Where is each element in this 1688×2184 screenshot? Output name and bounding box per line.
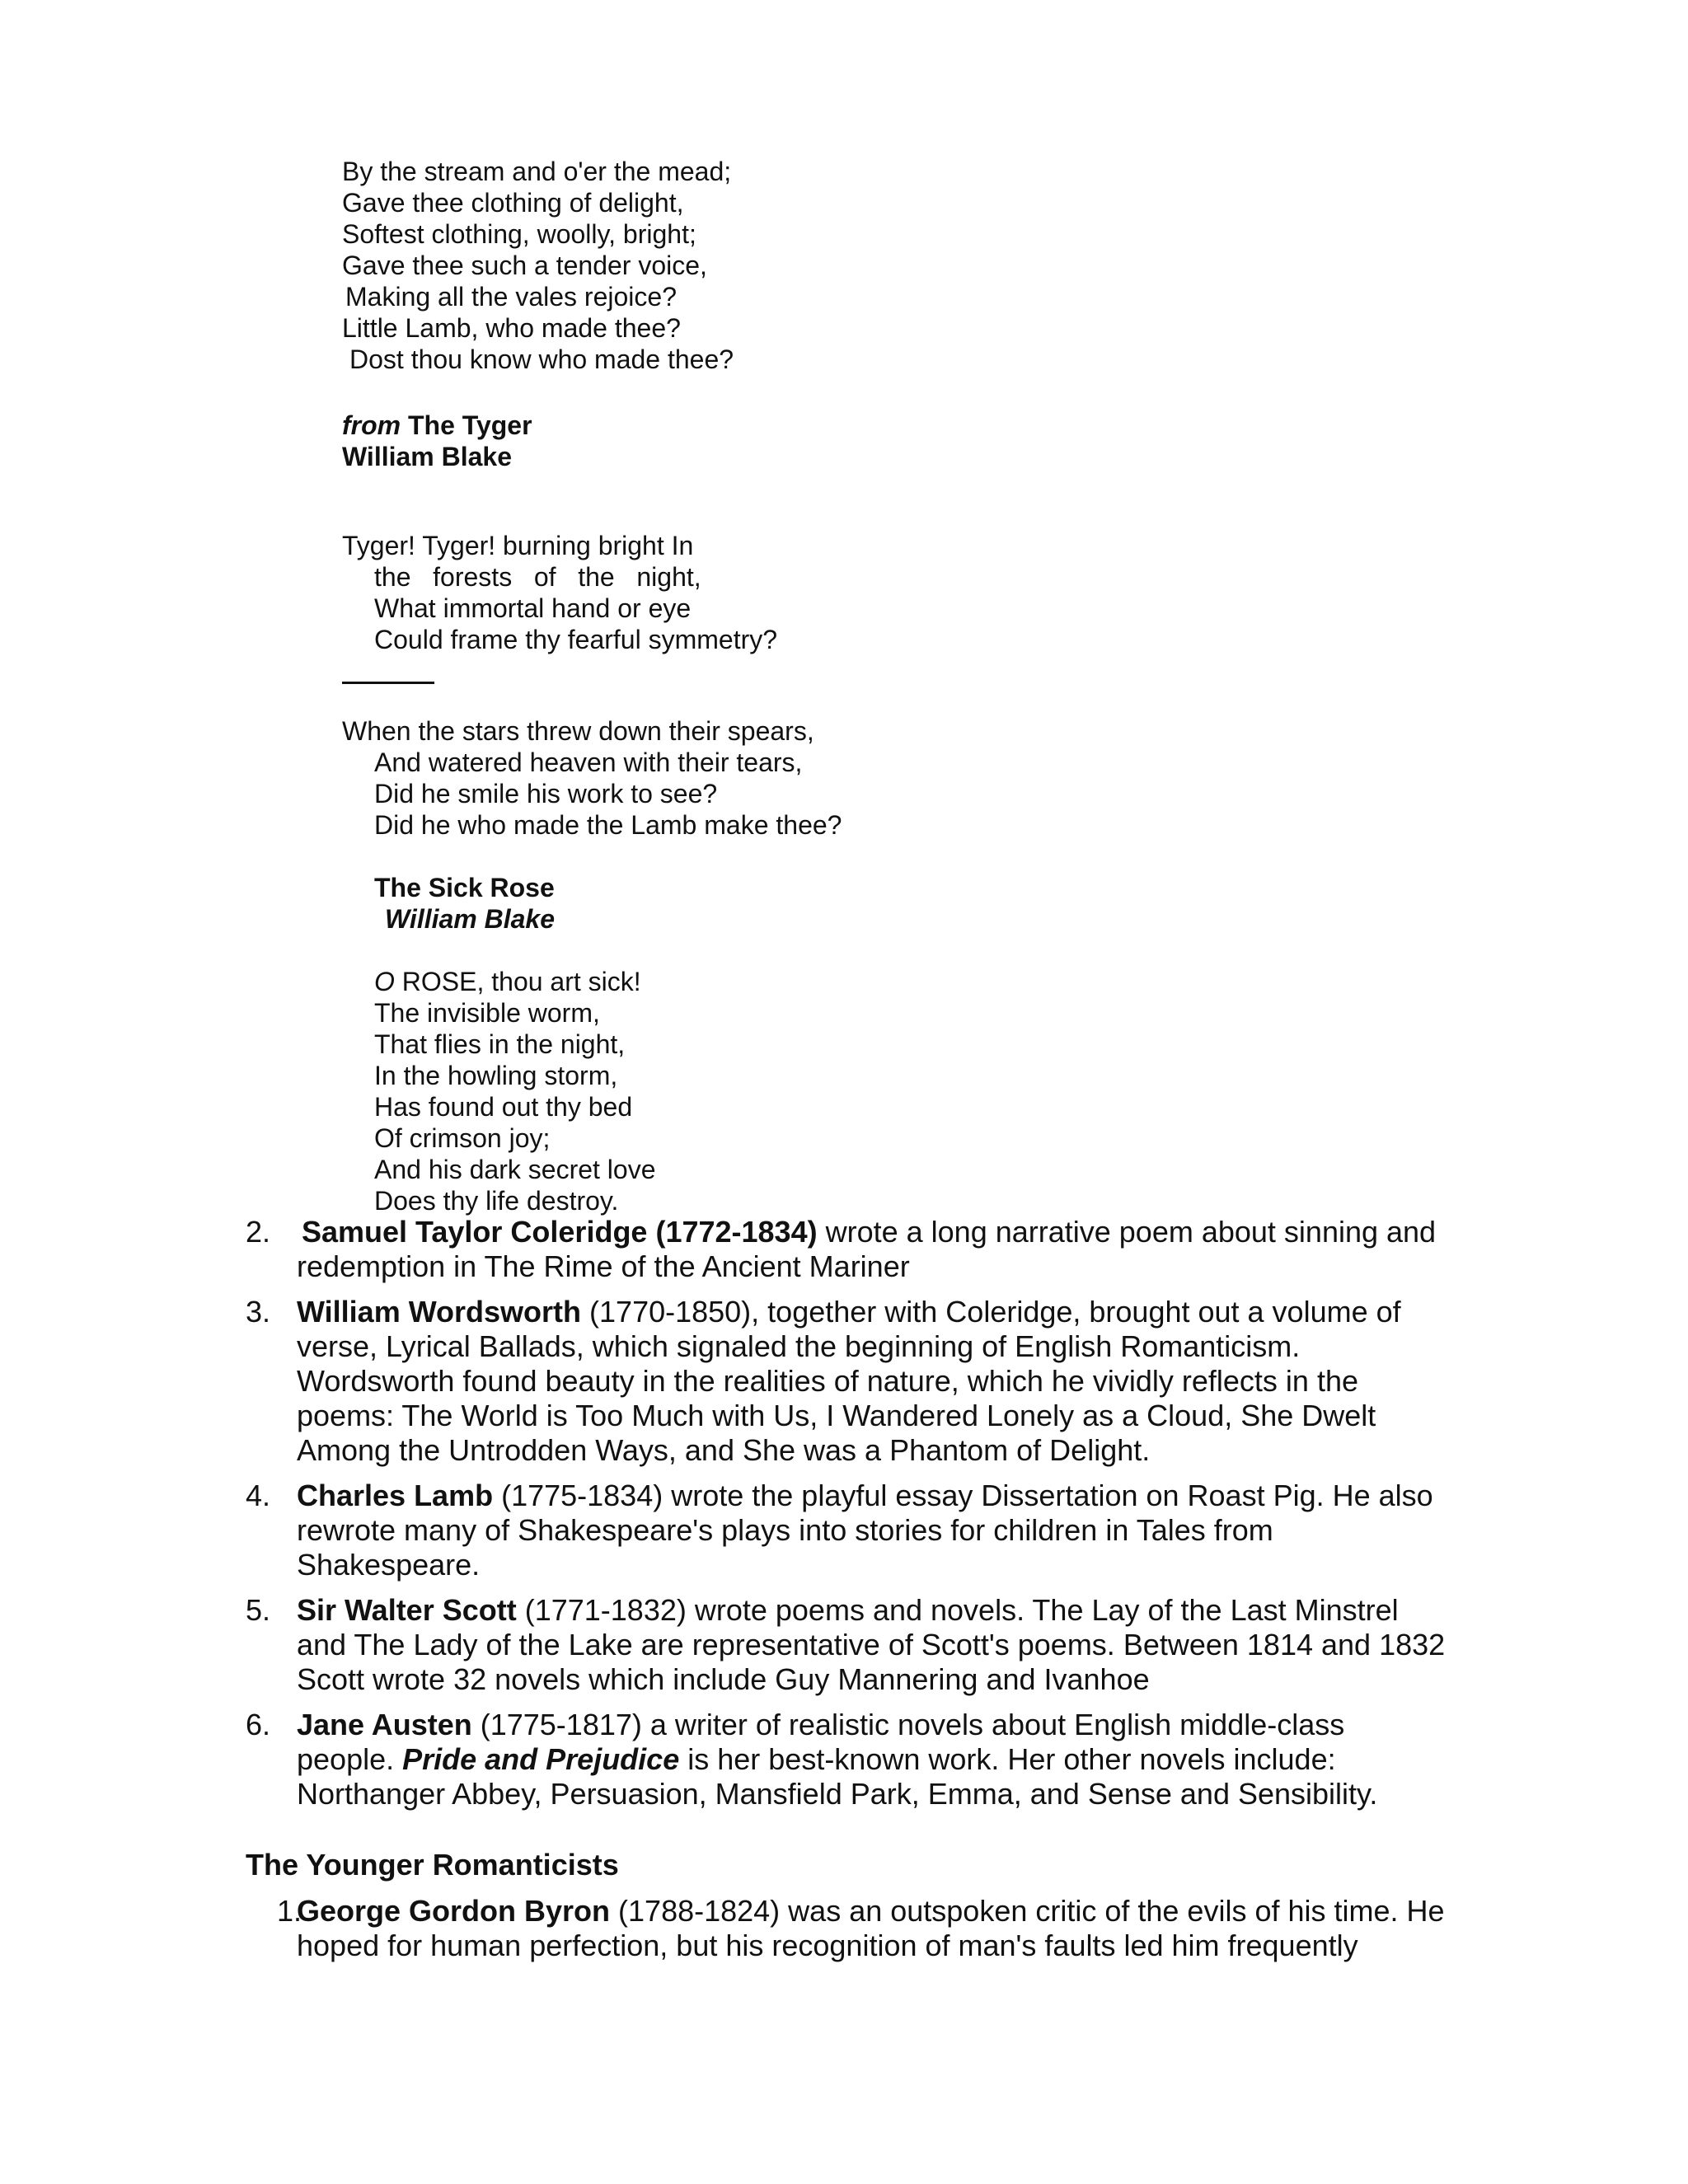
poem-line: Making all the vales rejoice?: [345, 282, 677, 312]
list-number: 1.: [277, 1894, 302, 1928]
poem-line: Gave thee clothing of delight,: [342, 188, 684, 218]
poem-line: In the howling storm,: [374, 1061, 618, 1090]
poem-line: When the stars threw down their spears,: [342, 716, 814, 746]
stanza-divider: [342, 682, 434, 684]
poem-title: The Sick Rose: [374, 873, 555, 902]
poem-line: Did he smile his work to see?: [374, 779, 718, 808]
item-text: (1775-1817) a writer of realistic novels about English middle-class people.: [297, 1708, 1345, 1776]
item-text: (1788-1824) was an outspoken critic of the evils of his time. He hoped for human perfection, but his recognition of man's faults led him frequently: [297, 1894, 1445, 1962]
title-prefix: from: [342, 410, 401, 440]
poem-line: What immortal hand or eye: [374, 593, 692, 623]
poem-author: William Blake: [342, 442, 513, 471]
list-number: 6.: [246, 1708, 271, 1741]
list-item: [246, 1479, 1449, 1582]
poem-line: And watered heaven with their tears,: [374, 748, 803, 777]
list-number: 5.: [246, 1593, 271, 1627]
list-number: 3.: [246, 1295, 271, 1329]
item-text: (1775-1834) wrote the playful essay Dissertation on Roast Pig. He also rewrote many of Shakespeare's plays into stories for children in Tales from Shakespeare.: [297, 1479, 1433, 1582]
list-item: [277, 1894, 1447, 1963]
drop-letter: O: [374, 967, 395, 996]
poem-line: Of crimson joy;: [374, 1123, 551, 1153]
poem-line: Little Lamb, who made thee?: [342, 313, 681, 343]
author-name: Samuel Taylor Coleridge (1772-1834): [302, 1215, 818, 1249]
poem-line: Could frame thy fearful symmetry?: [374, 625, 778, 654]
list-number: 2.: [246, 1215, 271, 1249]
line-rest: ROSE, thou art sick!: [394, 967, 641, 996]
author-name: Charles Lamb: [297, 1479, 494, 1512]
poem-line: The invisible worm,: [374, 998, 600, 1028]
work-title: Pride and Prejudice: [402, 1742, 680, 1776]
poem-line: Did he who made the Lamb make thee?: [374, 810, 842, 840]
poem-title: [342, 410, 532, 441]
poem-line: Does thy life destroy.: [374, 1186, 619, 1216]
poem-line: Softest clothing, woolly, bright;: [342, 219, 696, 249]
list-item: [246, 1708, 1449, 1811]
author-name: George Gordon Byron: [297, 1894, 611, 1928]
list-number: 4.: [246, 1479, 271, 1512]
item-text: wrote a long narrative poem about sinning and redemption in The Rime of the Ancient Mariner: [297, 1215, 1437, 1283]
poem-line: That flies in the night,: [374, 1029, 626, 1059]
item-text: (1771-1832) wrote poems and novels. The Lay of the Last Minstrel and The Lady of the Lake are representative of Scott's poems. Between 1814 and 1832 Scott wrote 32 novels which include Guy Mannering and Ivanhoe: [297, 1593, 1446, 1696]
section-heading: The Younger Romanticists: [246, 1848, 619, 1882]
poem-author: William Blake: [385, 904, 556, 934]
poem-line: Gave thee such a tender voice,: [342, 251, 707, 280]
poem-line: Tyger! Tyger! burning bright In: [342, 531, 694, 560]
item-text: is her best-known work. Her other novels include: Northanger Abbey, Persuasion, Mansfield Park, Emma, and Sense and Sensibility.: [297, 1742, 1378, 1811]
author-name: Sir Walter Scott: [297, 1593, 517, 1627]
poem-line: And his dark secret love: [374, 1155, 656, 1184]
poem-line: Has found out thy bed: [374, 1092, 633, 1122]
list-item: [246, 1295, 1449, 1468]
poem-line: Dost thou know who made thee?: [349, 344, 734, 374]
list-item: [246, 1215, 1449, 1284]
poem-line: the forests of the night,: [374, 562, 701, 592]
poem-line: [374, 966, 641, 997]
author-name: Jane Austen: [297, 1708, 472, 1741]
author-name: William Wordsworth: [297, 1295, 582, 1329]
item-text: (1770-1850), together with Coleridge, brought out a volume of verse, Lyrical Ballads, which signaled the beginning of English Romanticism. Wordsworth found beauty in the realities of nature, which he vividly reflects in the poems: The World is Too Much with Us, I Wandered Lonely as a Cloud, She Dwelt Among the Untrodden Ways, and She was a Phantom of Delight.: [297, 1295, 1401, 1467]
poem-line: By the stream and o'er the mead;: [342, 157, 732, 186]
list-item: [246, 1593, 1449, 1697]
title-text: The Tyger: [408, 410, 532, 440]
